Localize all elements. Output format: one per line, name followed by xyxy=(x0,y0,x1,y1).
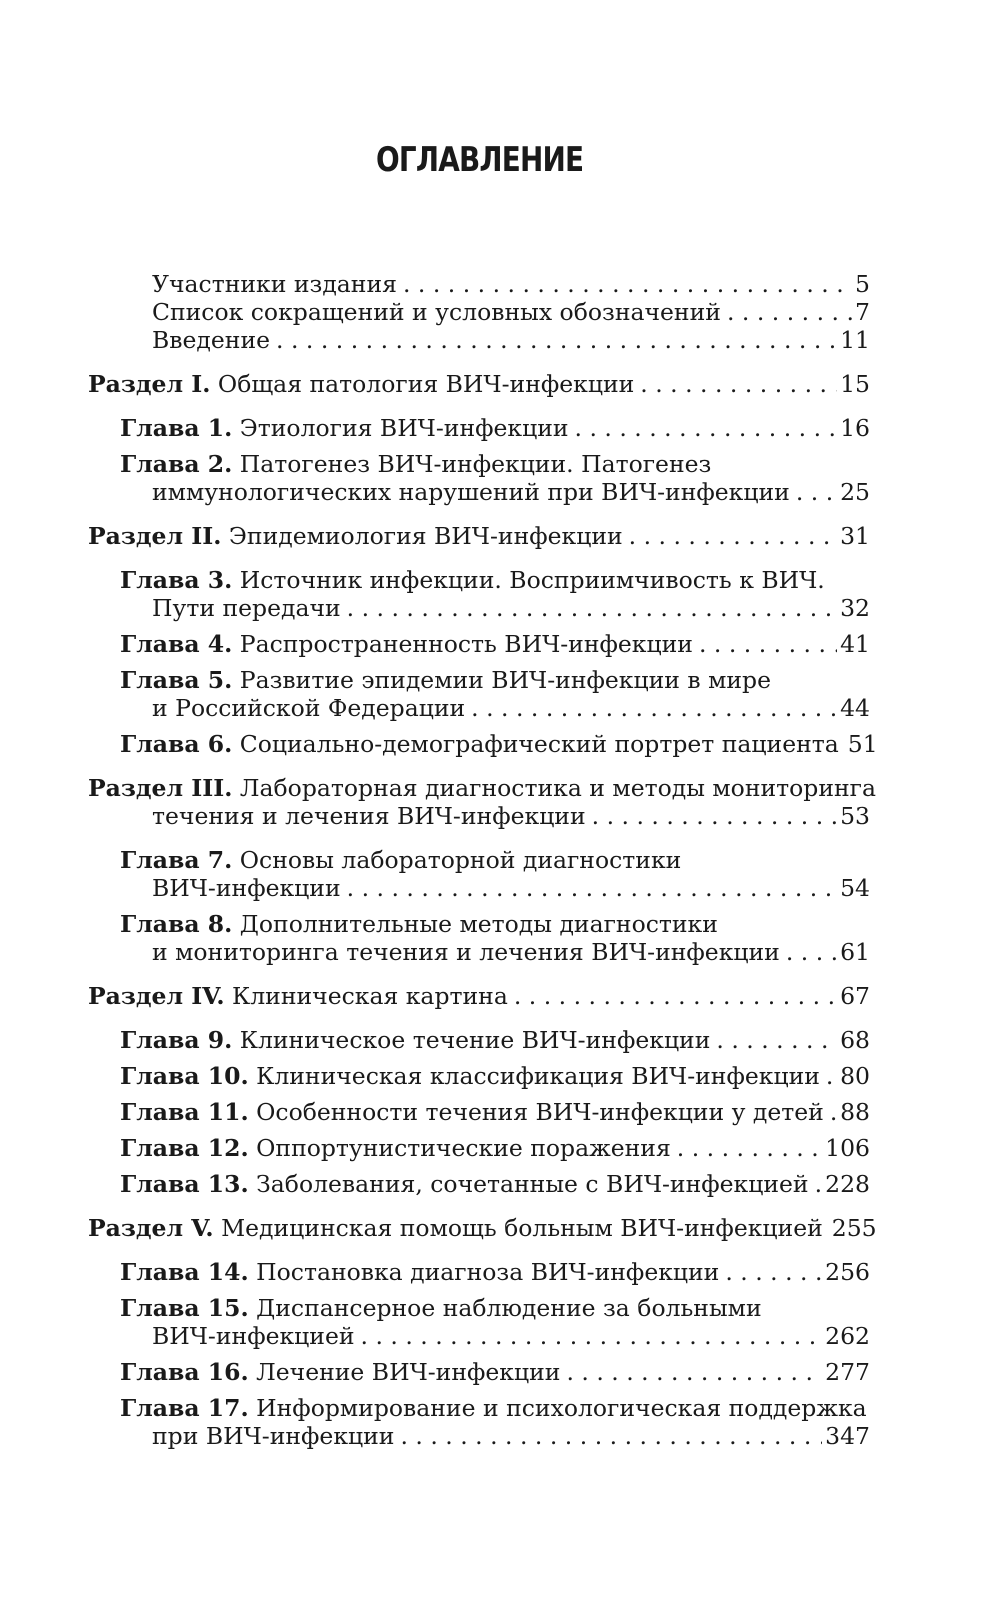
entry-title: Информирование и психологическая поддержка xyxy=(256,1394,867,1422)
toc-section xyxy=(0,1214,1000,1242)
chapter-label: Глава 3. xyxy=(120,566,233,594)
toc-line xyxy=(0,938,1000,966)
page-number: 5 xyxy=(855,270,870,298)
leader-dots xyxy=(727,298,852,326)
toc-line xyxy=(0,1358,1000,1386)
entry-title: Особенности течения ВИЧ-инфекции у детей xyxy=(256,1098,824,1126)
toc-chapter xyxy=(0,450,1000,506)
toc-front-item xyxy=(0,270,1000,298)
leader-dots xyxy=(347,594,837,622)
chapter-label: Глава 14. xyxy=(120,1258,249,1286)
leader-dots xyxy=(400,1422,822,1450)
leader-dots xyxy=(826,1062,837,1090)
toc-front-item xyxy=(0,326,1000,354)
leader-dots xyxy=(403,270,852,298)
toc-line xyxy=(0,566,1000,594)
leader-dots xyxy=(347,874,837,902)
chapter-label: Глава 8. xyxy=(120,910,233,938)
page-number: 16 xyxy=(840,414,870,442)
leader-dots xyxy=(575,414,838,442)
entry-title: иммунологических нарушений при ВИЧ-инфекции xyxy=(152,478,790,506)
entry-title: Участники издания xyxy=(152,270,397,298)
entry-title: и Российской Федерации xyxy=(152,694,466,722)
entry-title: Клиническая картина xyxy=(232,982,508,1010)
page-number: 11 xyxy=(840,326,870,354)
page-number: 347 xyxy=(825,1422,870,1450)
toc-chapter xyxy=(0,910,1000,966)
entry-title: и мониторинга течения и лечения ВИЧ-инфекции xyxy=(152,938,780,966)
toc-line xyxy=(0,450,1000,478)
page-number: 80 xyxy=(840,1062,870,1090)
toc-line xyxy=(0,370,1000,398)
toc-line xyxy=(0,1258,1000,1286)
page-number: 7 xyxy=(855,298,870,326)
chapter-label: Глава 16. xyxy=(120,1358,249,1386)
toc-line xyxy=(0,1394,1000,1422)
toc-chapter xyxy=(0,1098,1000,1126)
toc-chapter xyxy=(0,630,1000,658)
toc-chapter xyxy=(0,666,1000,722)
toc-line xyxy=(0,666,1000,694)
toc-line xyxy=(0,802,1000,830)
leader-dots xyxy=(566,1358,822,1386)
entry-title: Пути передачи xyxy=(152,594,341,622)
entry-title: Общая патология ВИЧ-инфекции xyxy=(217,370,635,398)
chapter-label: Глава 13. xyxy=(120,1170,249,1198)
entry-title: течения и лечения ВИЧ-инфекции xyxy=(152,802,586,830)
toc-line xyxy=(0,326,1000,354)
leader-dots xyxy=(677,1134,822,1162)
section-label: Раздел I. xyxy=(88,370,211,398)
entry-title: Основы лабораторной диагностики xyxy=(239,846,682,874)
chapter-label: Глава 9. xyxy=(120,1026,233,1054)
toc-front-item xyxy=(0,298,1000,326)
toc-line xyxy=(0,910,1000,938)
toc-line xyxy=(0,846,1000,874)
toc-chapter xyxy=(0,1358,1000,1386)
toc-line xyxy=(0,1026,1000,1054)
page-number: 61 xyxy=(840,938,870,966)
toc-line xyxy=(0,694,1000,722)
leader-dots xyxy=(471,694,837,722)
chapter-label: Глава 2. xyxy=(120,450,233,478)
page-title: ОГЛАВЛЕНИЕ xyxy=(376,140,584,180)
entry-title: Оппортунистические поражения xyxy=(256,1134,671,1162)
leader-dots xyxy=(725,1258,822,1286)
page-number: 54 xyxy=(840,874,870,902)
entry-title: Эпидемиология ВИЧ-инфекции xyxy=(228,522,623,550)
leader-dots xyxy=(592,802,837,830)
entry-title: Диспансерное наблюдение за больными xyxy=(256,1294,762,1322)
page-number: 277 xyxy=(825,1358,870,1386)
page-number: 31 xyxy=(840,522,870,550)
toc-chapter xyxy=(0,1134,1000,1162)
entry-title: Распространенность ВИЧ-инфекции xyxy=(239,630,693,658)
toc-line xyxy=(0,478,1000,506)
toc-chapter xyxy=(0,1258,1000,1286)
entry-title: Список сокращений и условных обозначений xyxy=(152,298,721,326)
leader-dots xyxy=(699,630,837,658)
toc-line xyxy=(0,874,1000,902)
toc-line xyxy=(0,630,1000,658)
leader-dots xyxy=(815,1170,823,1198)
entry-title: Медицинская помощь больным ВИЧ-инфекцией xyxy=(221,1214,823,1242)
toc-chapter xyxy=(0,1062,1000,1090)
entry-title: Источник инфекции. Восприимчивость к ВИЧ. xyxy=(239,566,825,594)
entry-title: Патогенез ВИЧ-инфекции. Патогенез xyxy=(239,450,712,478)
toc-chapter xyxy=(0,1294,1000,1350)
entry-title: Дополнительные методы диагностики xyxy=(239,910,718,938)
toc-chapter xyxy=(0,414,1000,442)
toc-chapter xyxy=(0,846,1000,902)
leader-dots xyxy=(796,478,837,506)
section-label: Раздел V. xyxy=(88,1214,214,1242)
toc-chapter xyxy=(0,730,1000,758)
toc-line xyxy=(0,1422,1000,1450)
page-number: 32 xyxy=(840,594,870,622)
entry-title: при ВИЧ-инфекции xyxy=(152,1422,395,1450)
chapter-label: Глава 12. xyxy=(120,1134,249,1162)
page-number: 228 xyxy=(825,1170,870,1198)
toc-line xyxy=(0,730,1000,758)
entry-title: Клиническое течение ВИЧ-инфекции xyxy=(239,1026,711,1054)
chapter-label: Глава 7. xyxy=(120,846,233,874)
page-number: 88 xyxy=(840,1098,870,1126)
page-number: 41 xyxy=(840,630,870,658)
leader-dots xyxy=(629,522,837,550)
chapter-label: Глава 10. xyxy=(120,1062,249,1090)
entry-title: Лабораторная диагностика и методы мониторинга xyxy=(239,774,877,802)
leader-dots xyxy=(276,326,837,354)
entry-title: Заболевания, сочетанные с ВИЧ-инфекцией xyxy=(256,1170,809,1198)
leader-dots xyxy=(361,1322,823,1350)
toc-line xyxy=(0,414,1000,442)
page-number: 51 xyxy=(847,730,878,758)
page-number: 53 xyxy=(840,802,870,830)
toc-line xyxy=(0,1062,1000,1090)
toc-chapter xyxy=(0,1026,1000,1054)
leader-dots xyxy=(514,982,837,1010)
toc-chapter xyxy=(0,1170,1000,1198)
toc-section xyxy=(0,522,1000,550)
page-number: 67 xyxy=(840,982,870,1010)
toc-chapter xyxy=(0,566,1000,622)
toc-line xyxy=(0,774,1000,802)
toc-chapter xyxy=(0,1394,1000,1450)
entry-title: ВИЧ-инфекцией xyxy=(152,1322,355,1350)
toc-line xyxy=(0,270,1000,298)
chapter-label: Глава 5. xyxy=(120,666,233,694)
section-label: Раздел II. xyxy=(88,522,222,550)
entry-title: ВИЧ-инфекции xyxy=(152,874,341,902)
entry-title: Социально-демографический портрет пациента xyxy=(239,730,839,758)
chapter-label: Глава 1. xyxy=(120,414,233,442)
leader-dots xyxy=(830,1098,837,1126)
entry-title: Клиническая классификация ВИЧ-инфекции xyxy=(256,1062,820,1090)
page-number: 106 xyxy=(825,1134,870,1162)
page-number: 262 xyxy=(825,1322,870,1350)
section-label: Раздел IV. xyxy=(88,982,225,1010)
toc-line xyxy=(0,594,1000,622)
toc-line xyxy=(0,1294,1000,1322)
toc-section xyxy=(0,370,1000,398)
section-label: Раздел III. xyxy=(88,774,233,802)
chapter-label: Глава 15. xyxy=(120,1294,249,1322)
chapter-label: Глава 11. xyxy=(120,1098,249,1126)
page-number: 44 xyxy=(840,694,870,722)
page-number: 255 xyxy=(831,1214,877,1242)
entry-title: Развитие эпидемии ВИЧ-инфекции в мире xyxy=(239,666,771,694)
toc-line xyxy=(0,982,1000,1010)
page-number: 256 xyxy=(825,1258,870,1286)
chapter-label: Глава 4. xyxy=(120,630,233,658)
page-number: 25 xyxy=(840,478,870,506)
page-number: 15 xyxy=(840,370,870,398)
leader-dots xyxy=(786,938,837,966)
toc-section xyxy=(0,774,1000,830)
toc-line xyxy=(0,298,1000,326)
chapter-label: Глава 6. xyxy=(120,730,233,758)
leader-dots xyxy=(716,1026,837,1054)
toc-line xyxy=(0,522,1000,550)
toc-line xyxy=(0,1134,1000,1162)
entry-title: Лечение ВИЧ-инфекции xyxy=(256,1358,561,1386)
entry-title: Постановка диагноза ВИЧ-инфекции xyxy=(256,1258,720,1286)
leader-dots xyxy=(640,370,837,398)
toc-line xyxy=(0,1098,1000,1126)
toc-line xyxy=(0,1170,1000,1198)
toc-section xyxy=(0,982,1000,1010)
page-number: 68 xyxy=(840,1026,870,1054)
entry-title: Введение xyxy=(152,326,271,354)
toc-line xyxy=(0,1322,1000,1350)
entry-title: Этиология ВИЧ-инфекции xyxy=(239,414,569,442)
table-of-contents xyxy=(0,270,1000,1450)
toc-line xyxy=(0,1214,1000,1242)
chapter-label: Глава 17. xyxy=(120,1394,249,1422)
